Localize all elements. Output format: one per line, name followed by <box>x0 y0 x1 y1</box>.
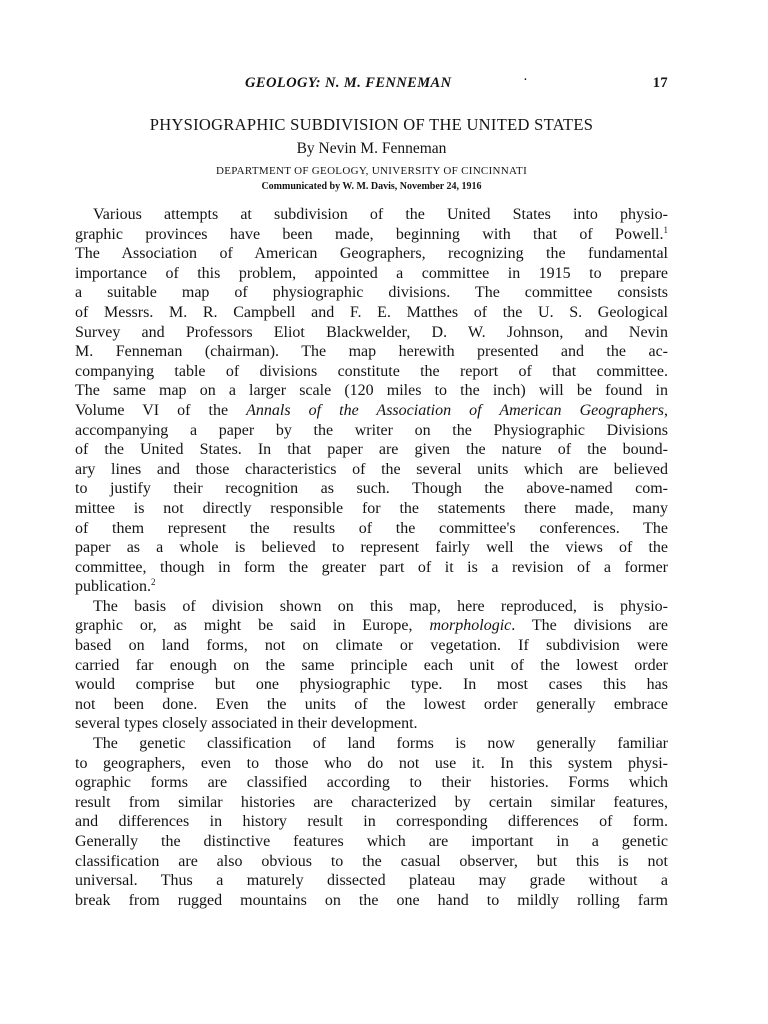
body-line <box>75 283 668 303</box>
body-line <box>75 695 668 715</box>
body-line <box>75 734 668 754</box>
body-line <box>75 225 668 245</box>
body-line <box>75 264 668 284</box>
body-line <box>75 323 668 343</box>
article-body <box>75 205 668 910</box>
line-text: Generally the distinctive features which are important in a genetic <box>75 833 668 850</box>
body-line <box>75 616 668 636</box>
line-text: of them represent the results of the committee's conferences. The <box>75 519 668 537</box>
line-text: Volume VI of the <box>75 401 247 419</box>
line-text: to geographers, even to those who do not use it. In this system physi- <box>75 754 668 772</box>
line-text: importance of this problem, appointed a committee in 1915 to prepare <box>75 264 668 282</box>
line-text: graphic provinces have been made, beginning with that of Powell. <box>75 225 664 243</box>
body-line <box>75 460 668 480</box>
body-line <box>75 401 668 421</box>
line-text: ary lines and those characteristics of the several units which are believed <box>75 460 668 478</box>
body-line <box>75 362 668 382</box>
line-text: of the United States. In that paper are given the nature of the bound- <box>75 441 668 459</box>
body-line <box>75 479 668 499</box>
line-text: mittee is not directly responsible for the statements there made, many <box>75 499 668 517</box>
line-text: to justify their recognition as such. Though the above-named com- <box>75 480 668 498</box>
line-text: companying table of divisions constitute the report of that committee. <box>75 362 668 380</box>
body-line <box>75 656 668 676</box>
line-text: . The divisions are <box>511 617 669 635</box>
body-line <box>75 773 668 793</box>
header-dot: · <box>523 72 529 88</box>
italic-phrase: morphologic <box>429 617 512 635</box>
body-line <box>75 205 668 225</box>
line-text: result from similar histories are characterized by certain similar features, <box>75 793 668 811</box>
running-header <box>75 72 668 94</box>
italic-phrase: Annals of the Association of American Geographers <box>246 401 665 419</box>
body-line <box>75 832 668 852</box>
body-line <box>75 440 668 460</box>
line-text: graphic or, as might be said in Europe, <box>75 617 430 635</box>
line-text: publication. <box>75 578 151 596</box>
body-line <box>75 303 668 323</box>
article-title: PHYSIOGRAPHIC SUBDIVISION OF THE UNITED STATES <box>149 115 594 134</box>
body-line <box>75 812 668 832</box>
line-text: would comprise but one physiographic type. In most cases this has <box>75 676 668 694</box>
line-text: ographic forms are classified according to their histories. Forms which <box>75 774 668 792</box>
line-text: based on land forms, not on climate or vegetation. If subdivision were <box>75 637 668 655</box>
line-text: The same map on a larger scale (120 miles to the inch) will be found in <box>75 382 668 400</box>
body-line <box>75 852 668 872</box>
line-text: M. Fenneman (chairman). The map herewith presented and the ac- <box>75 343 668 361</box>
body-line <box>75 244 668 264</box>
body-line <box>75 421 668 441</box>
line-text: and differences in history result in corresponding differences of form. <box>75 813 668 831</box>
line-text: The basis of division shown on this map, here reproduced, is physio- <box>93 597 668 615</box>
line-text: classification are also obvious to the casual observer, but this is not <box>75 852 668 870</box>
line-text: a suitable map of physiographic divisions. The committee consists <box>75 284 668 302</box>
line-text: carried far enough on the same principle each unit of the lowest order <box>75 656 668 674</box>
line-text: , <box>664 401 669 419</box>
author-affiliation: DEPARTMENT OF GEOLOGY, UNIVERSITY OF CINCINNATI <box>215 165 528 177</box>
footnote-marker[interactable]: 1 <box>663 224 668 235</box>
author-name: Nevin M. Fenneman <box>318 140 447 157</box>
line-text: The genetic classification of land forms is now generally familiar <box>93 735 668 753</box>
running-title: GEOLOGY: N. M. FENNEMAN <box>245 75 452 91</box>
line-text: of Messrs. M. R. Campbell and F. E. Matthes of the U. S. Geological <box>75 303 668 321</box>
body-line <box>75 342 668 362</box>
line-text: not been done. Even the units of the lowest order generally embrace <box>75 695 668 713</box>
line-text: accompanying a paper by the writer on the Physiographic Divisions <box>75 421 668 439</box>
line-text: universal. Thus a maturely dissected plateau may grade without a <box>75 872 668 890</box>
body-line <box>75 597 668 617</box>
body-line <box>75 714 668 734</box>
body-line <box>75 577 668 597</box>
body-line <box>75 519 668 539</box>
body-line <box>75 891 668 911</box>
body-line <box>75 636 668 656</box>
body-line <box>75 558 668 578</box>
byline-prefix: By <box>296 140 319 157</box>
page-number: 17 <box>652 75 668 91</box>
line-text: committee, though in form the greater part of it is a revision of a former <box>75 558 668 576</box>
byline <box>75 140 668 158</box>
line-text: break from rugged mountains on the one hand to mildly rolling farm <box>75 891 668 909</box>
body-line <box>75 381 668 401</box>
line-text: The Association of American Geographers, recognizing the fundamental <box>75 245 668 263</box>
footnote-marker[interactable]: 2 <box>150 577 156 588</box>
communicated-note: Communicated by W. M. Davis, November 24, 1916 <box>261 181 482 192</box>
line-text: paper as a whole is believed to represent fairly well the views of the <box>75 539 668 557</box>
body-line <box>75 499 668 519</box>
body-line <box>75 675 668 695</box>
line-text: Various attempts at subdivision of the United States into physio- <box>93 206 668 223</box>
body-line <box>75 793 668 813</box>
body-line <box>75 754 668 774</box>
line-text: Survey and Professors Eliot Blackwelder, D. W. Johnson, and Nevin <box>75 323 668 341</box>
line-text: several types closely associated in their development. <box>75 715 418 733</box>
body-line <box>75 538 668 558</box>
body-line <box>75 871 668 891</box>
